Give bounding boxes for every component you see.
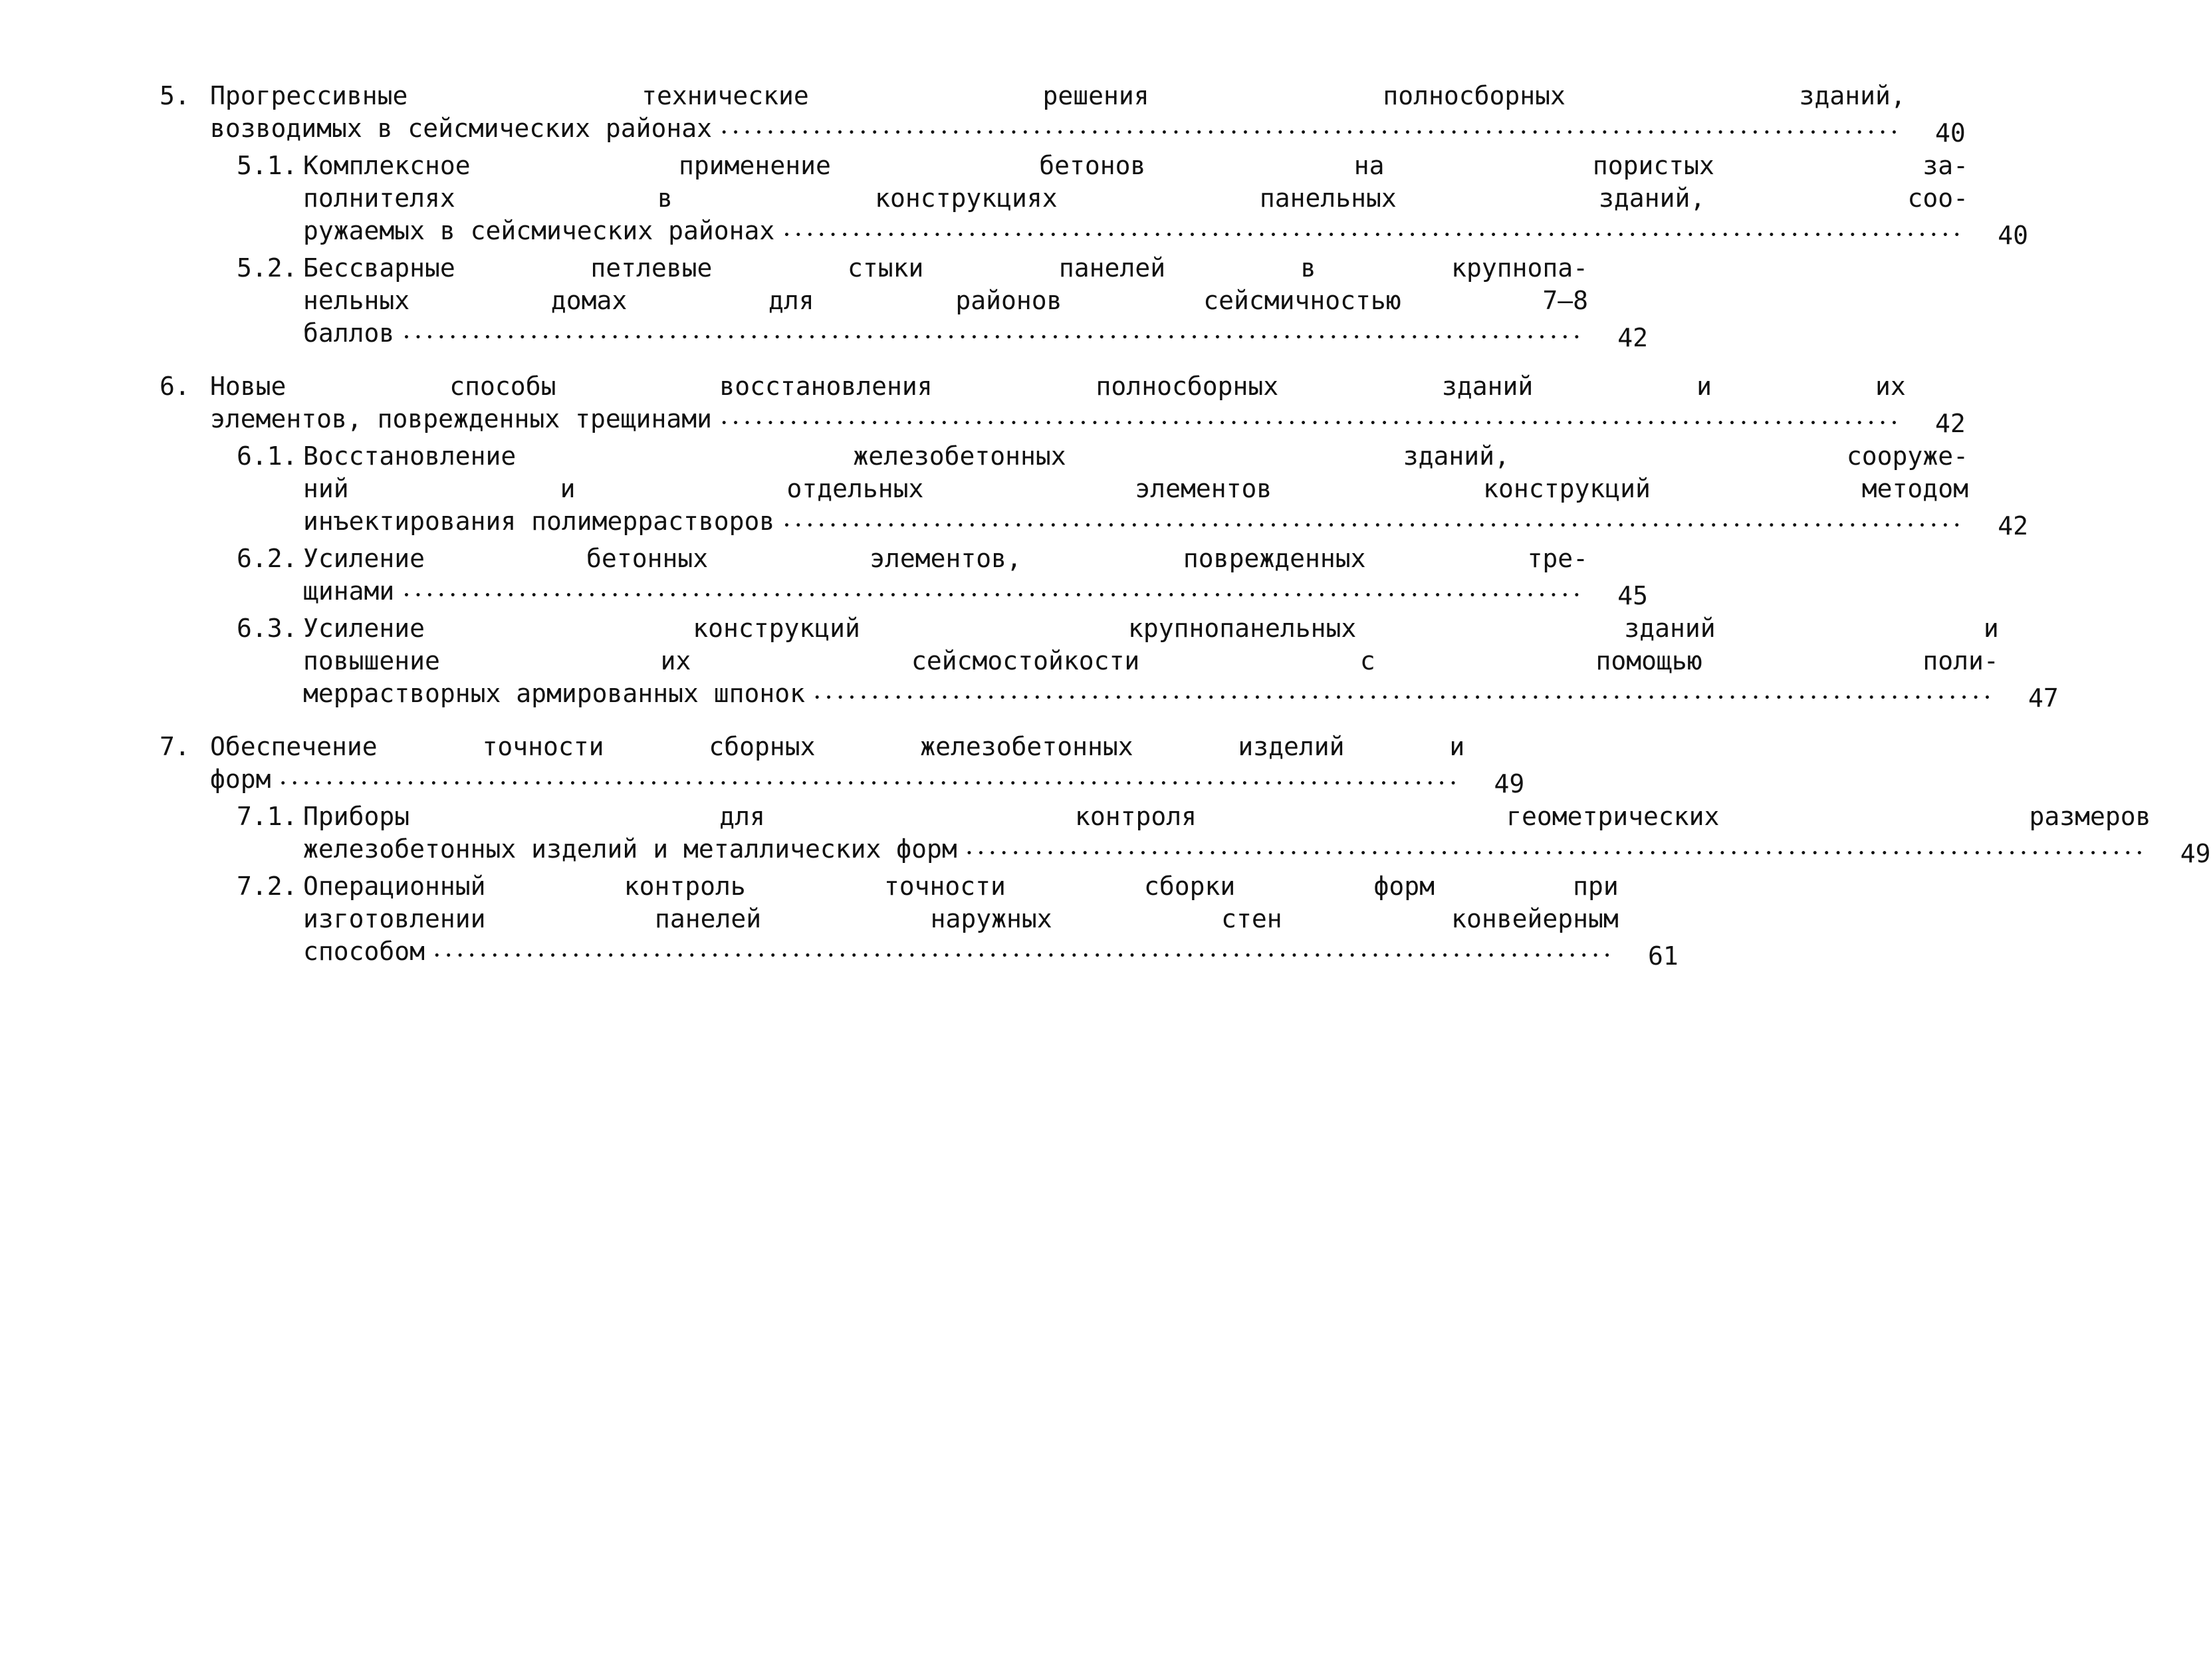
toc-entry-number: 5.2. (237, 253, 298, 283)
dot-leader (404, 317, 1585, 354)
toc-entry-title (303, 150, 1968, 252)
toc-title-line: возводимых в сейсмических районах (210, 114, 712, 143)
toc-entry-title (210, 731, 1464, 800)
toc-section (160, 370, 1966, 440)
toc-title-line: ний и отдельных элементов конструкций методом (303, 474, 1968, 503)
table-of-contents (160, 80, 2211, 973)
toc-title-line: изготовлении панелей наружных стен конвейерным (303, 904, 1619, 933)
toc-title-line: Обеспечение точности сборных железобетонных изделий и (210, 732, 1465, 761)
toc-entry-number: 5.1. (237, 151, 298, 180)
toc-title-line: щинами (303, 576, 395, 606)
toc-title-last-line (303, 215, 1968, 252)
dot-leader (281, 763, 1462, 800)
toc-page-number: 49 (2180, 839, 2211, 868)
toc-page-number: 49 (1494, 769, 1525, 798)
toc-page-number: 40 (1998, 221, 2028, 250)
toc-title-line: Операционный контроль точности сборки форм при (303, 872, 1619, 901)
toc-entry-number: 6.2. (237, 544, 298, 573)
toc-entry-title (303, 612, 1999, 715)
toc-title-last-line (303, 677, 1999, 715)
dot-leader (434, 935, 1616, 973)
toc-section (160, 80, 1966, 150)
toc-entry-number: 5. (160, 81, 190, 110)
dot-leader (814, 677, 1996, 715)
toc-title-last-line (303, 833, 2151, 870)
toc-entry-number: 6.1. (237, 441, 298, 471)
toc-page-number: 45 (1617, 581, 1649, 610)
toc-subsection (160, 542, 1649, 612)
toc-subsection (160, 252, 1649, 354)
toc-title-line: Усиление бетонных элементов, поврежденных тре- (303, 544, 1589, 573)
toc-title-line: повышение их сейсмостойкости с помощью поли- (303, 646, 1999, 675)
toc-title-last-line (210, 112, 1906, 150)
toc-entry-number: 6.3. (237, 614, 298, 643)
toc-title-last-line (303, 317, 1588, 354)
toc-subsection (160, 800, 2211, 870)
toc-title-line: железобетонных изделий и металлических форм (303, 834, 957, 864)
toc-section (160, 731, 1525, 800)
toc-entry-title (303, 542, 1588, 612)
toc-title-line: Комплексное применение бетонов на пористых за- (303, 151, 1968, 180)
toc-title-line: Бессварные петлевые стыки панелей в крупнопа- (303, 253, 1589, 283)
toc-entry-title (303, 800, 2151, 870)
toc-entry-number: 6. (160, 372, 190, 401)
dot-leader (967, 833, 2149, 870)
toc-subsection (160, 440, 2028, 542)
toc-entry-number: 7. (160, 732, 190, 761)
dot-leader (784, 215, 1966, 252)
toc-page-number: 61 (1648, 941, 1679, 971)
toc-title-line: способом (303, 937, 425, 966)
toc-subsection (160, 612, 2059, 715)
toc-title-line: Восстановление железобетонных зданий, сооруже- (303, 441, 1968, 471)
toc-page-number: 42 (1998, 511, 2028, 540)
toc-subsection (160, 870, 1679, 973)
toc-title-last-line (303, 575, 1588, 612)
toc-title-line: Усиление конструкций крупнопанельных зданий и (303, 614, 1999, 643)
toc-entry-title (210, 370, 1906, 440)
toc-entry-title (303, 870, 1619, 973)
toc-title-line: баллов (303, 318, 395, 348)
toc-entry-number: 7.1. (237, 802, 298, 831)
toc-title-last-line (210, 403, 1906, 440)
toc-title-last-line (303, 935, 1619, 973)
toc-title-line: инъектирования полимеррастворов (303, 507, 775, 536)
toc-entry-title (303, 252, 1588, 354)
toc-entry-title (303, 440, 1968, 542)
dot-leader (784, 505, 1966, 542)
dot-leader (721, 112, 1903, 150)
toc-title-line: Прогрессивные технические решения полносборных зданий, (210, 81, 1906, 110)
dot-leader (721, 403, 1903, 440)
toc-title-line: Приборы для контроля геометрических размеров (303, 802, 2151, 831)
toc-page-number: 42 (1934, 409, 1966, 438)
dot-leader (404, 575, 1585, 612)
toc-page-number: 47 (2028, 683, 2059, 713)
toc-page-number: 40 (1934, 118, 1966, 148)
toc-entry-title (210, 80, 1906, 150)
toc-subsection (160, 150, 2028, 252)
toc-title-line: полнителях в конструкциях панельных зданий, соо- (303, 183, 1968, 213)
toc-title-line: форм (210, 765, 271, 794)
toc-entry-number: 7.2. (237, 872, 298, 901)
toc-title-last-line (303, 505, 1968, 542)
toc-title-line: элементов, поврежденных трещинами (210, 404, 712, 433)
toc-title-line: Новые способы восстановления полносборных зданий и их (210, 372, 1906, 401)
toc-page-number: 42 (1617, 323, 1649, 352)
toc-title-line: нельных домах для районов сейсмичностью 7–8 (303, 286, 1589, 315)
toc-title-line: ружаемых в сейсмических районах (303, 216, 775, 245)
toc-title-last-line (210, 763, 1464, 800)
toc-title-line: меррастворных армированных шпонок (303, 679, 805, 708)
